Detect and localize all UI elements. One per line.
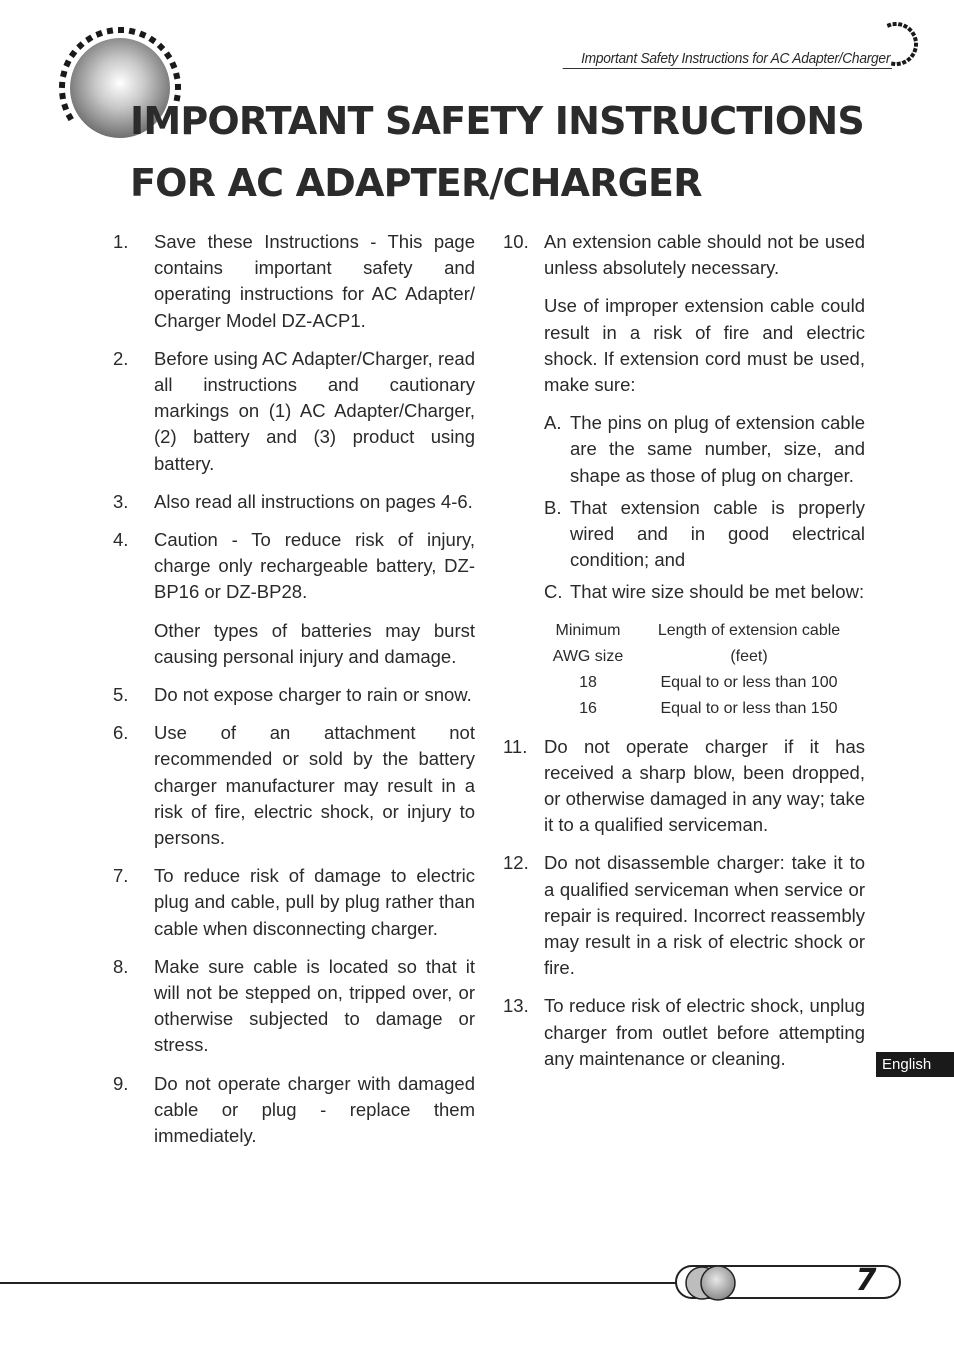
item-paragraph: To reduce risk of damage to electric plug and cable, pull by plug rather than cable when disconnecting charger. (154, 865, 475, 939)
item-number: 4. (113, 529, 129, 551)
table-header-row (543, 644, 865, 670)
list-item (503, 734, 865, 839)
list-item (113, 863, 475, 942)
sub-item-letter: A. (544, 412, 562, 434)
item-number: 5. (113, 684, 129, 706)
table-cell-length: Equal to or less than 100 (660, 673, 838, 691)
item-body (544, 993, 865, 1072)
item-number: 1. (113, 231, 129, 252)
item-body (544, 229, 865, 606)
sub-item-text: That wire size should be met below: (570, 581, 865, 603)
list-item (113, 527, 475, 670)
page-number: 7 (855, 1263, 877, 1298)
list-item (113, 489, 475, 515)
table-cell-awg: 16 (579, 699, 597, 717)
list-item (113, 1071, 475, 1150)
footer-discs-decoration (674, 1263, 744, 1303)
list-item (113, 682, 475, 708)
item-number: 12. (503, 852, 529, 874)
item-number: 8. (113, 955, 129, 977)
item-number: 6. (113, 722, 129, 744)
list-item (503, 993, 865, 1072)
left-column (113, 229, 475, 1161)
item-body (544, 850, 865, 981)
title-line-2: FOR AC ADAPTER/CHARGER (130, 161, 702, 205)
sub-item-text: That extension cable is properly wired and in good electrical condition; and (570, 496, 865, 571)
running-header: Important Safety Instructions for AC Adapter/Charger (563, 50, 892, 69)
item-paragraph: Also read all instructions on pages 4-6. (154, 490, 473, 512)
list-item (113, 346, 475, 477)
item-body (154, 346, 475, 477)
item-paragraph: To reduce risk of electric shock, unplug charger from outlet before attempting any maintenance or cleaning. (544, 995, 865, 1069)
item-body (154, 954, 475, 1059)
list-item (113, 954, 475, 1059)
list-item (503, 850, 865, 981)
awg-table (543, 618, 865, 722)
item-body (154, 527, 475, 670)
right-column (503, 229, 865, 1084)
table-header-awg: Minimum (555, 621, 621, 639)
item-paragraph: Use of an attachment not recommended or sold by the battery charger manufacturer may result in a risk of fire, electric shock, or injury to persons. (154, 722, 475, 849)
item-paragraph: Do not expose charger to rain or snow. (154, 684, 472, 706)
item-number: 10. (503, 231, 529, 252)
table-header-row (543, 618, 865, 644)
title-line-1: IMPORTANT SAFETY INSTRUCTIONS (130, 99, 864, 143)
list-item (113, 720, 475, 851)
item-body (544, 734, 865, 839)
list-item (503, 229, 865, 606)
sub-item-letter: B. (544, 496, 562, 518)
table-header-awg: AWG size (552, 647, 624, 665)
item-paragraph: Make sure cable is located so that it will not be stepped on, tripped over, or otherwise subjected to damage or stress. (154, 955, 475, 1056)
item-body (154, 720, 475, 851)
item-paragraph: Save these Instructions - This page contains important safety and operating instructions for AC Adapter/ Charger Model DZ-ACP1. (154, 231, 475, 331)
sub-item-letter: C. (544, 581, 563, 603)
table-row (543, 670, 865, 696)
item-body (154, 229, 475, 334)
item-paragraph: Use of improper extension cable could result in a risk of fire and electric shock. If extension cord must be used, make sure: (544, 295, 865, 396)
item-paragraph: An extension cable should not be used unless absolutely necessary. (544, 231, 865, 279)
item-number: 11. (503, 735, 528, 757)
table-cell-awg: 18 (579, 673, 597, 691)
table-row (543, 696, 865, 722)
sub-item (544, 579, 865, 605)
item-body (154, 1071, 475, 1150)
item-body (154, 863, 475, 942)
list-item (113, 229, 475, 334)
sub-item (544, 410, 865, 489)
table-header-length: Length of extension cable (657, 621, 841, 639)
header-dots-decoration (870, 18, 930, 78)
item-paragraph: Before using AC Adapter/Charger, read all instructions and cautionary markings on (1) AC Adapter/Charger, (2) battery and (3) product using battery. (154, 347, 475, 474)
item-paragraph: Caution - To reduce risk of injury, charge only rechargeable battery, DZ-BP16 or DZ-BP28. (154, 529, 475, 603)
item-paragraph: Do not operate charger if it has received a sharp blow, been dropped, or otherwise damaged in any way; take it to a qualified serviceman. (544, 735, 865, 836)
item-paragraph: Other types of batteries may burst causing personal injury and damage. (154, 619, 475, 667)
item-body (154, 489, 475, 515)
table-cell-length: Equal to or less than 150 (660, 699, 838, 717)
footer-rule (0, 1282, 690, 1284)
item-number: 7. (113, 865, 129, 887)
item-paragraph: Do not operate charger with damaged cable or plug - replace them immediately. (154, 1072, 475, 1147)
item-body (154, 682, 475, 708)
item-number: 2. (113, 347, 129, 369)
item-number: 13. (503, 995, 529, 1017)
language-tab: English (876, 1052, 954, 1077)
sub-item (544, 495, 865, 574)
page-title (130, 90, 864, 214)
table-header-length: (feet) (730, 647, 768, 665)
item-paragraph: Do not disassemble charger: take it to a qualified serviceman when service or repair is required. Incorrect reassembly may result in a risk of electric shock or fire. (544, 852, 865, 979)
item-number: 9. (113, 1072, 129, 1094)
item-number: 3. (113, 490, 129, 512)
sub-item-text: The pins on plug of extension cable are the same number, size, and shape as those of plug on charger. (570, 412, 865, 486)
